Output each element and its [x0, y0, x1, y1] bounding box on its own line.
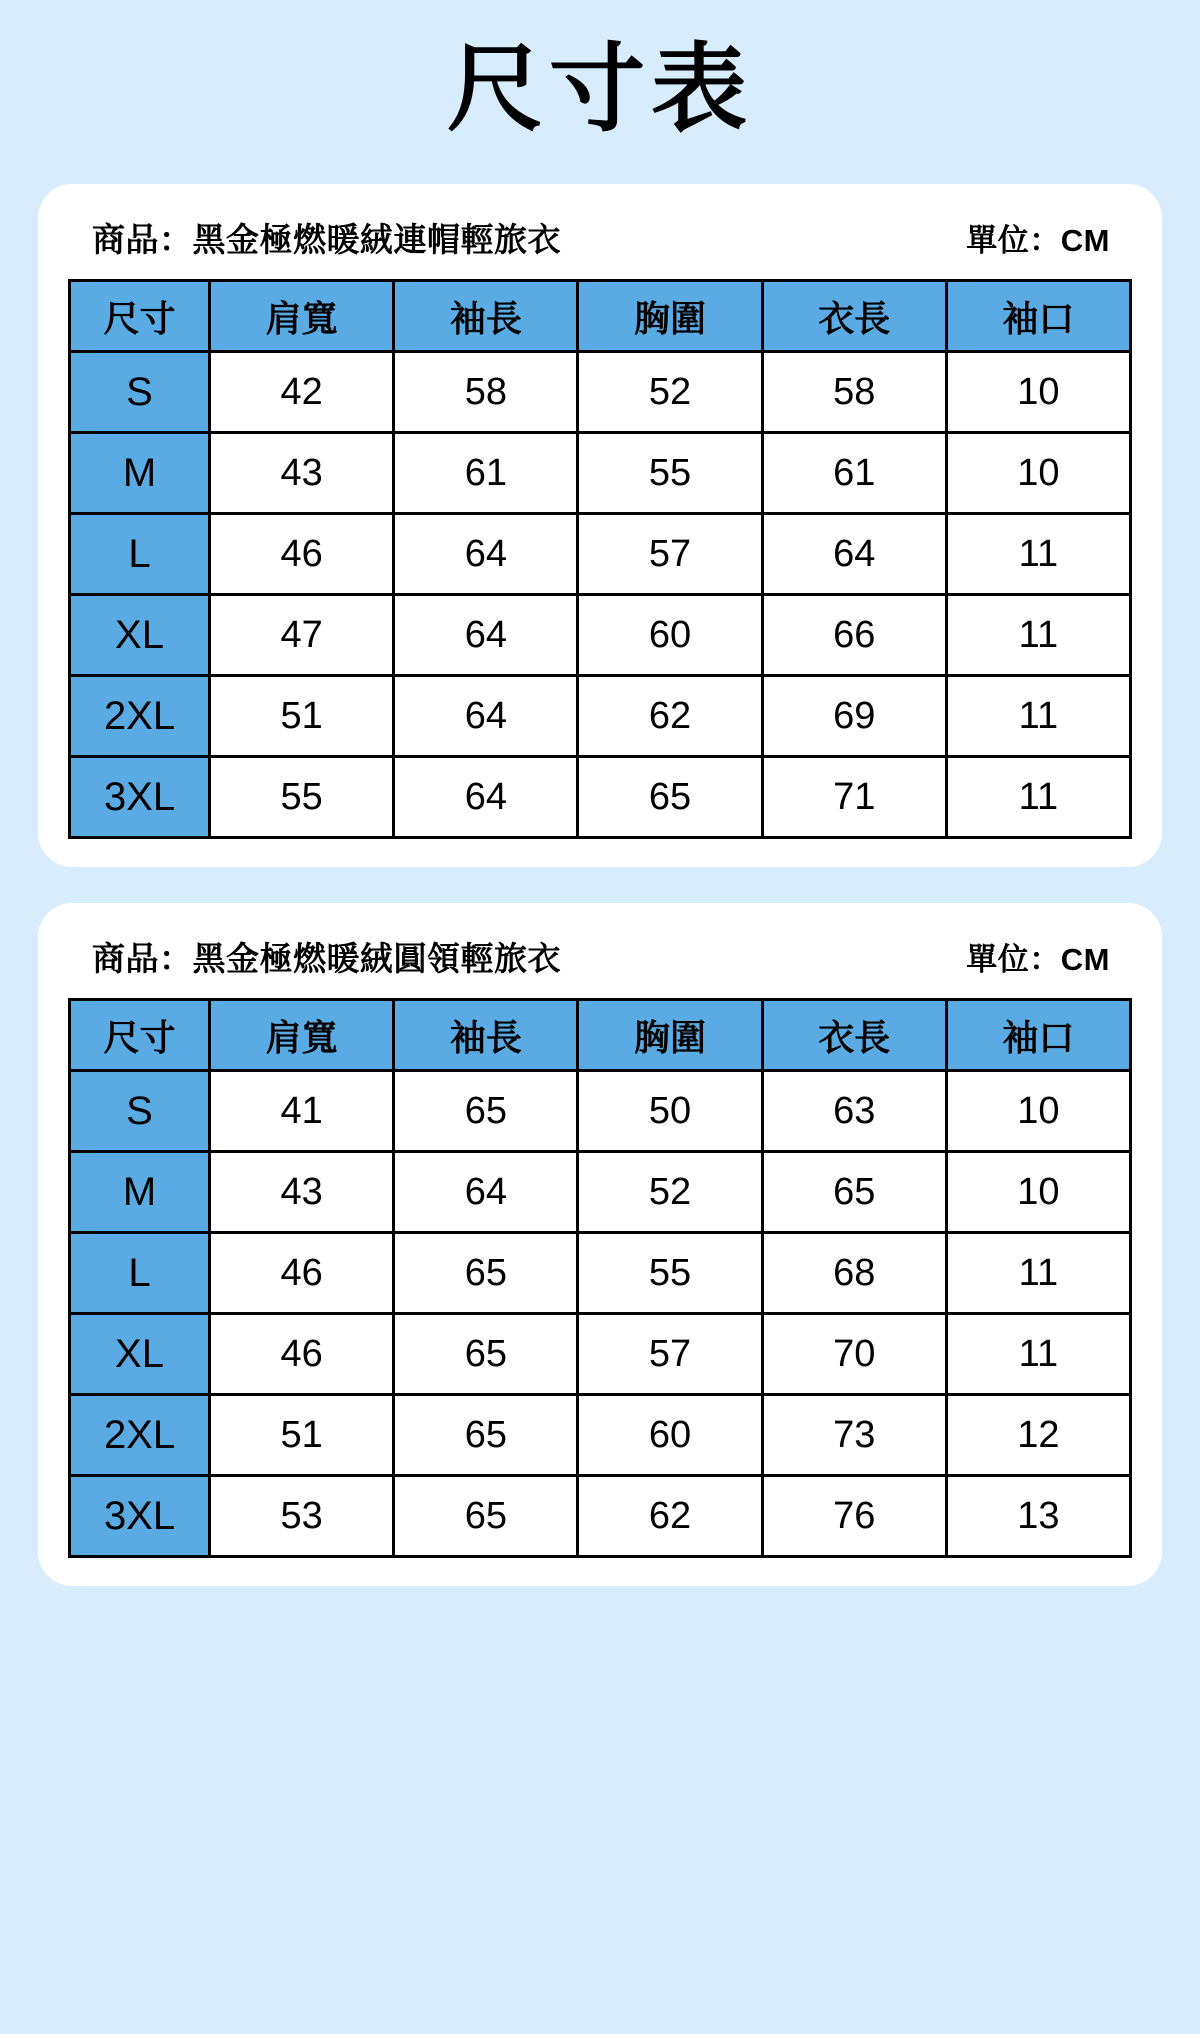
product-label: 商品：黑金極燃暖絨連帽輕旅衣: [92, 221, 561, 258]
cell-shoulder: 46: [210, 514, 394, 595]
cell-size: S: [70, 1071, 210, 1152]
card-header: [68, 933, 1132, 980]
table-header-row: [70, 1000, 1131, 1071]
table-row: [70, 1233, 1131, 1314]
product-label: 商品：黑金極燃暖絨圓領輕旅衣: [92, 940, 561, 977]
cell-cuff: 11: [946, 757, 1130, 838]
size-table: [68, 998, 1132, 1558]
cell-size: L: [70, 514, 210, 595]
card-header: [68, 214, 1132, 261]
cell-body-length: 58: [762, 352, 946, 433]
column-header-shoulder: 肩寬: [210, 1000, 394, 1071]
cell-size: XL: [70, 1314, 210, 1395]
column-header-sleeve-length: 袖長: [394, 1000, 578, 1071]
cell-cuff: 11: [946, 595, 1130, 676]
cell-sleeve-length: 64: [394, 676, 578, 757]
cell-chest: 52: [578, 352, 762, 433]
cell-chest: 55: [578, 433, 762, 514]
cell-shoulder: 43: [210, 1152, 394, 1233]
cell-sleeve-length: 64: [394, 514, 578, 595]
column-header-cuff: 袖口: [946, 1000, 1130, 1071]
table-row: [70, 1314, 1131, 1395]
cell-body-length: 71: [762, 757, 946, 838]
table-row: [70, 676, 1131, 757]
table-row: [70, 433, 1131, 514]
cell-body-length: 76: [762, 1476, 946, 1557]
cell-shoulder: 43: [210, 433, 394, 514]
cell-cuff: 10: [946, 433, 1130, 514]
cell-cuff: 11: [946, 514, 1130, 595]
cell-body-length: 68: [762, 1233, 946, 1314]
cell-cuff: 10: [946, 1152, 1130, 1233]
cell-size: 3XL: [70, 1476, 210, 1557]
cell-sleeve-length: 58: [394, 352, 578, 433]
cell-shoulder: 46: [210, 1314, 394, 1395]
cell-sleeve-length: 61: [394, 433, 578, 514]
table-row: [70, 352, 1131, 433]
cell-sleeve-length: 65: [394, 1071, 578, 1152]
cell-shoulder: 41: [210, 1071, 394, 1152]
size-table-card-hooded: [38, 184, 1162, 867]
column-header-shoulder: 肩寬: [210, 281, 394, 352]
cell-body-length: 73: [762, 1395, 946, 1476]
cell-cuff: 13: [946, 1476, 1130, 1557]
cell-chest: 65: [578, 757, 762, 838]
cell-body-length: 70: [762, 1314, 946, 1395]
table-row: [70, 1071, 1131, 1152]
column-header-cuff: 袖口: [946, 281, 1130, 352]
cell-chest: 55: [578, 1233, 762, 1314]
cell-chest: 52: [578, 1152, 762, 1233]
column-header-sleeve-length: 袖長: [394, 281, 578, 352]
column-header-chest: 胸圍: [578, 1000, 762, 1071]
cell-size: 2XL: [70, 1395, 210, 1476]
column-header-body-length: 衣長: [762, 1000, 946, 1071]
column-header-body-length: 衣長: [762, 281, 946, 352]
cell-chest: 57: [578, 1314, 762, 1395]
column-header-size: 尺寸: [70, 1000, 210, 1071]
cell-size: M: [70, 433, 210, 514]
cell-sleeve-length: 64: [394, 595, 578, 676]
cell-shoulder: 47: [210, 595, 394, 676]
size-chart-page: [0, 30, 1200, 1586]
cell-body-length: 69: [762, 676, 946, 757]
cell-size: S: [70, 352, 210, 433]
cell-chest: 62: [578, 676, 762, 757]
cell-size: 2XL: [70, 676, 210, 757]
table-row: [70, 1476, 1131, 1557]
cell-size: XL: [70, 595, 210, 676]
unit-label: 單位：CM: [966, 942, 1110, 977]
cell-shoulder: 51: [210, 1395, 394, 1476]
cell-cuff: 11: [946, 1233, 1130, 1314]
column-header-size: 尺寸: [70, 281, 210, 352]
table-row: [70, 1152, 1131, 1233]
cell-size: M: [70, 1152, 210, 1233]
unit-label: 單位：CM: [966, 223, 1110, 258]
table-header-row: [70, 281, 1131, 352]
cell-shoulder: 46: [210, 1233, 394, 1314]
column-header-chest: 胸圍: [578, 281, 762, 352]
cell-body-length: 64: [762, 514, 946, 595]
cell-cuff: 10: [946, 1071, 1130, 1152]
cell-sleeve-length: 64: [394, 757, 578, 838]
cell-shoulder: 55: [210, 757, 394, 838]
table-row: [70, 514, 1131, 595]
cell-chest: 62: [578, 1476, 762, 1557]
cell-size: 3XL: [70, 757, 210, 838]
cell-sleeve-length: 64: [394, 1152, 578, 1233]
cell-body-length: 65: [762, 1152, 946, 1233]
cell-chest: 50: [578, 1071, 762, 1152]
cell-cuff: 11: [946, 1314, 1130, 1395]
cell-sleeve-length: 65: [394, 1395, 578, 1476]
cell-cuff: 11: [946, 676, 1130, 757]
cell-chest: 57: [578, 514, 762, 595]
cell-shoulder: 53: [210, 1476, 394, 1557]
cell-chest: 60: [578, 1395, 762, 1476]
cell-shoulder: 51: [210, 676, 394, 757]
cell-body-length: 63: [762, 1071, 946, 1152]
cell-body-length: 66: [762, 595, 946, 676]
size-table: [68, 279, 1132, 839]
table-row: [70, 757, 1131, 838]
cell-size: L: [70, 1233, 210, 1314]
cell-sleeve-length: 65: [394, 1233, 578, 1314]
cell-body-length: 61: [762, 433, 946, 514]
cell-cuff: 10: [946, 352, 1130, 433]
cell-chest: 60: [578, 595, 762, 676]
table-row: [70, 1395, 1131, 1476]
table-row: [70, 595, 1131, 676]
page-title: 尺寸表: [447, 36, 753, 143]
cell-shoulder: 42: [210, 352, 394, 433]
cell-sleeve-length: 65: [394, 1476, 578, 1557]
cell-cuff: 12: [946, 1395, 1130, 1476]
cell-sleeve-length: 65: [394, 1314, 578, 1395]
size-table-card-crewneck: [38, 903, 1162, 1586]
